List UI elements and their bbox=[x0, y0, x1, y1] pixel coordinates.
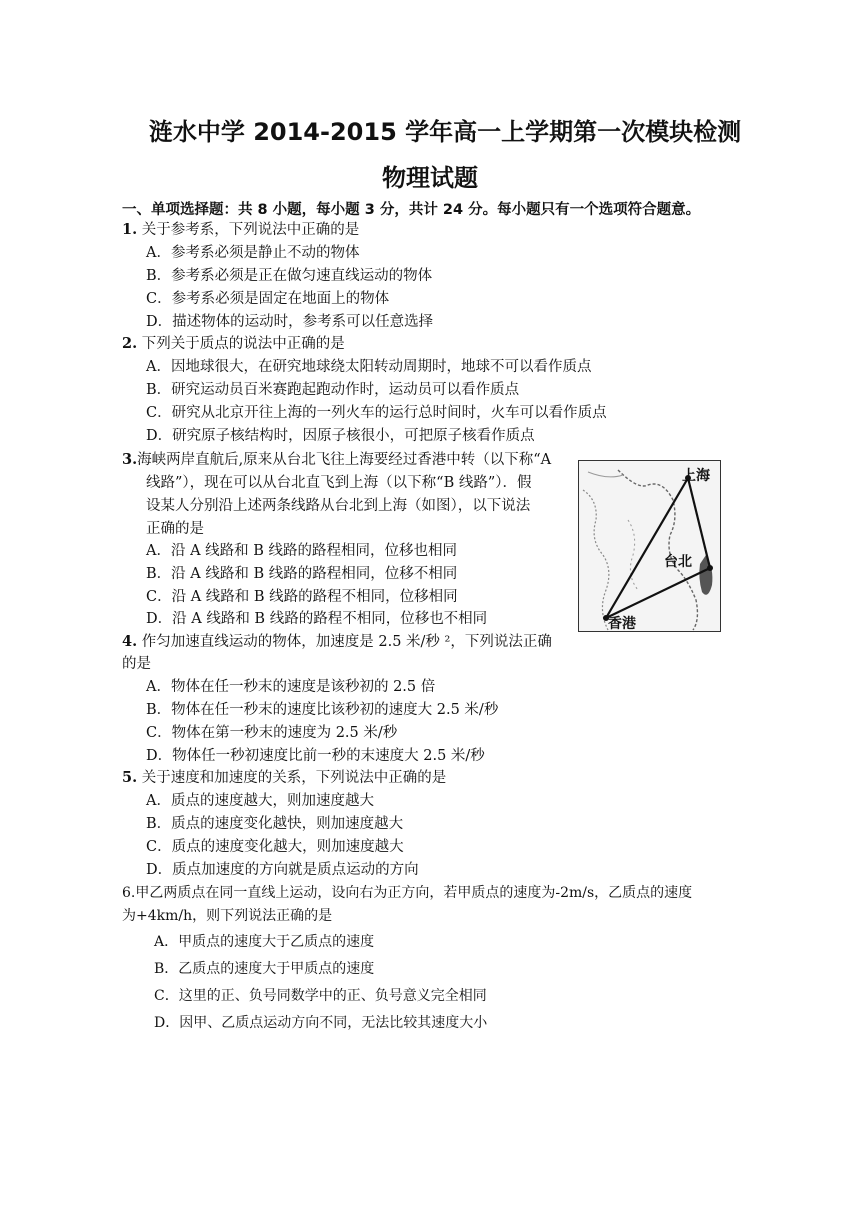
question-2-option-c: C．研究从北京开往上海的一列火车的运行总时间时，火车可以看作质点 bbox=[146, 405, 607, 421]
question-number: 5. bbox=[122, 769, 138, 786]
question-2-option-d: D．研究原子核结构时，因原子核很小，可把原子核看作质点 bbox=[146, 428, 535, 444]
question-6-line-1: 6.甲乙两质点在同一直线上运动，设向右为正方向，若甲质点的速度为-2m/s，乙质点的速度 bbox=[122, 885, 693, 901]
question-5-option-a: A．质点的速度越大，则加速度越大 bbox=[146, 793, 374, 809]
question-3-option-c: C．沿 A 线路和 B 线路的路程不相同，位移相同 bbox=[146, 589, 458, 605]
question-5-option-c: C．质点的速度变化越大，则加速度越大 bbox=[146, 839, 404, 855]
route-map-figure bbox=[578, 460, 721, 632]
label-taipei: 台北 bbox=[664, 554, 692, 570]
question-text: 关于速度和加速度的关系，下列说法中正确的是 bbox=[137, 770, 447, 786]
question-5-option-b: B．质点的速度变化越快，则加速度越大 bbox=[146, 816, 404, 832]
question-4-line-2: 的是 bbox=[122, 656, 151, 672]
question-number: 3. bbox=[122, 451, 138, 468]
question-3-line-4: 正确的是 bbox=[146, 521, 204, 537]
question-5-option-d: D．质点加速度的方向就是质点运动的方向 bbox=[146, 862, 419, 878]
question-6-option-b: B．乙质点的速度大于甲质点的速度 bbox=[154, 961, 375, 977]
section-heading: 一、单项选择题：共 8 小题，每小题 3 分，共计 24 分。每小题只有一个选项符合题意。 bbox=[122, 202, 701, 218]
label-hongkong: 香港 bbox=[608, 616, 636, 632]
question-text: 关于参考系，下列说法中正确的是 bbox=[137, 222, 360, 238]
page-subtitle: 物理试题 bbox=[382, 164, 478, 192]
question-6-line-2: 为+4km/h，则下列说法正确的是 bbox=[122, 908, 333, 924]
question-number: 1. bbox=[122, 221, 138, 238]
question-1-option-c: C．参考系必须是固定在地面上的物体 bbox=[146, 291, 390, 307]
page-title: 涟水中学 2014-2015 学年高一上学期第一次模块检测 bbox=[148, 118, 742, 146]
question-4-line-1: 4. 作匀加速直线运动的物体，加速度是 2.5 米/秒 ²，下列说法正确 bbox=[122, 633, 552, 650]
question-6-option-a: A．甲质点的速度大于乙质点的速度 bbox=[154, 934, 375, 950]
question-text: 下列关于质点的说法中正确的是 bbox=[137, 336, 345, 352]
question-2-option-b: B．研究运动员百米赛跑起跑动作时，运动员可以看作质点 bbox=[146, 382, 520, 398]
question-4-option-d: D．物体任一秒初速度比前一秒的末速度大 2.5 米/秒 bbox=[146, 748, 485, 764]
question-number: 2. bbox=[122, 335, 138, 352]
question-4-option-c: C．物体在第一秒末的速度为 2.5 米/秒 bbox=[146, 725, 398, 741]
question-6-option-c: C．这里的正、负号同数学中的正、负号意义完全相同 bbox=[154, 988, 487, 1004]
question-4-option-b: B．物体在任一秒末的速度比该秒初的速度大 2.5 米/秒 bbox=[146, 702, 499, 718]
question-number: 4. bbox=[122, 633, 138, 650]
question-1-option-b: B．参考系必须是正在做匀速直线运动的物体 bbox=[146, 268, 433, 284]
question-1-option-d: D．描述物体的运动时，参考系可以任意选择 bbox=[146, 314, 434, 330]
question-3-line-2: 线路”），现在可以从台北直飞到上海（以下称“B 线路”）．假 bbox=[146, 475, 532, 491]
question-3-option-b: B．沿 A 线路和 B 线路的路程相同，位移不相同 bbox=[146, 566, 458, 582]
question-3-option-d: D．沿 A 线路和 B 线路的路程不相同，位移也不相同 bbox=[146, 611, 488, 627]
label-shanghai: 上海 bbox=[682, 468, 710, 484]
question-3-line-1: 3.海峡两岸直航后,原来从台北飞往上海要经过香港中转（以下称“A bbox=[122, 451, 552, 468]
question-3-line-3: 设某人分别沿上述两条线路从台北到上海（如图），以下说法 bbox=[146, 498, 531, 514]
question-2-stem bbox=[122, 334, 345, 354]
question-3-option-a: A．沿 A 线路和 B 线路的路程相同，位移也相同 bbox=[146, 543, 458, 559]
question-6-option-d: D．因甲、乙质点运动方向不同，无法比较其速度大小 bbox=[154, 1015, 488, 1031]
question-1-stem bbox=[122, 220, 359, 240]
question-2-option-a: A．因地球很大，在研究地球绕太阳转动周期时，地球不可以看作质点 bbox=[146, 359, 592, 375]
question-1-option-a: A．参考系必须是静止不动的物体 bbox=[146, 245, 360, 261]
question-5-stem bbox=[122, 768, 446, 788]
question-4-option-a: A．物体在任一秒末的速度是该秒初的 2.5 倍 bbox=[146, 679, 436, 695]
